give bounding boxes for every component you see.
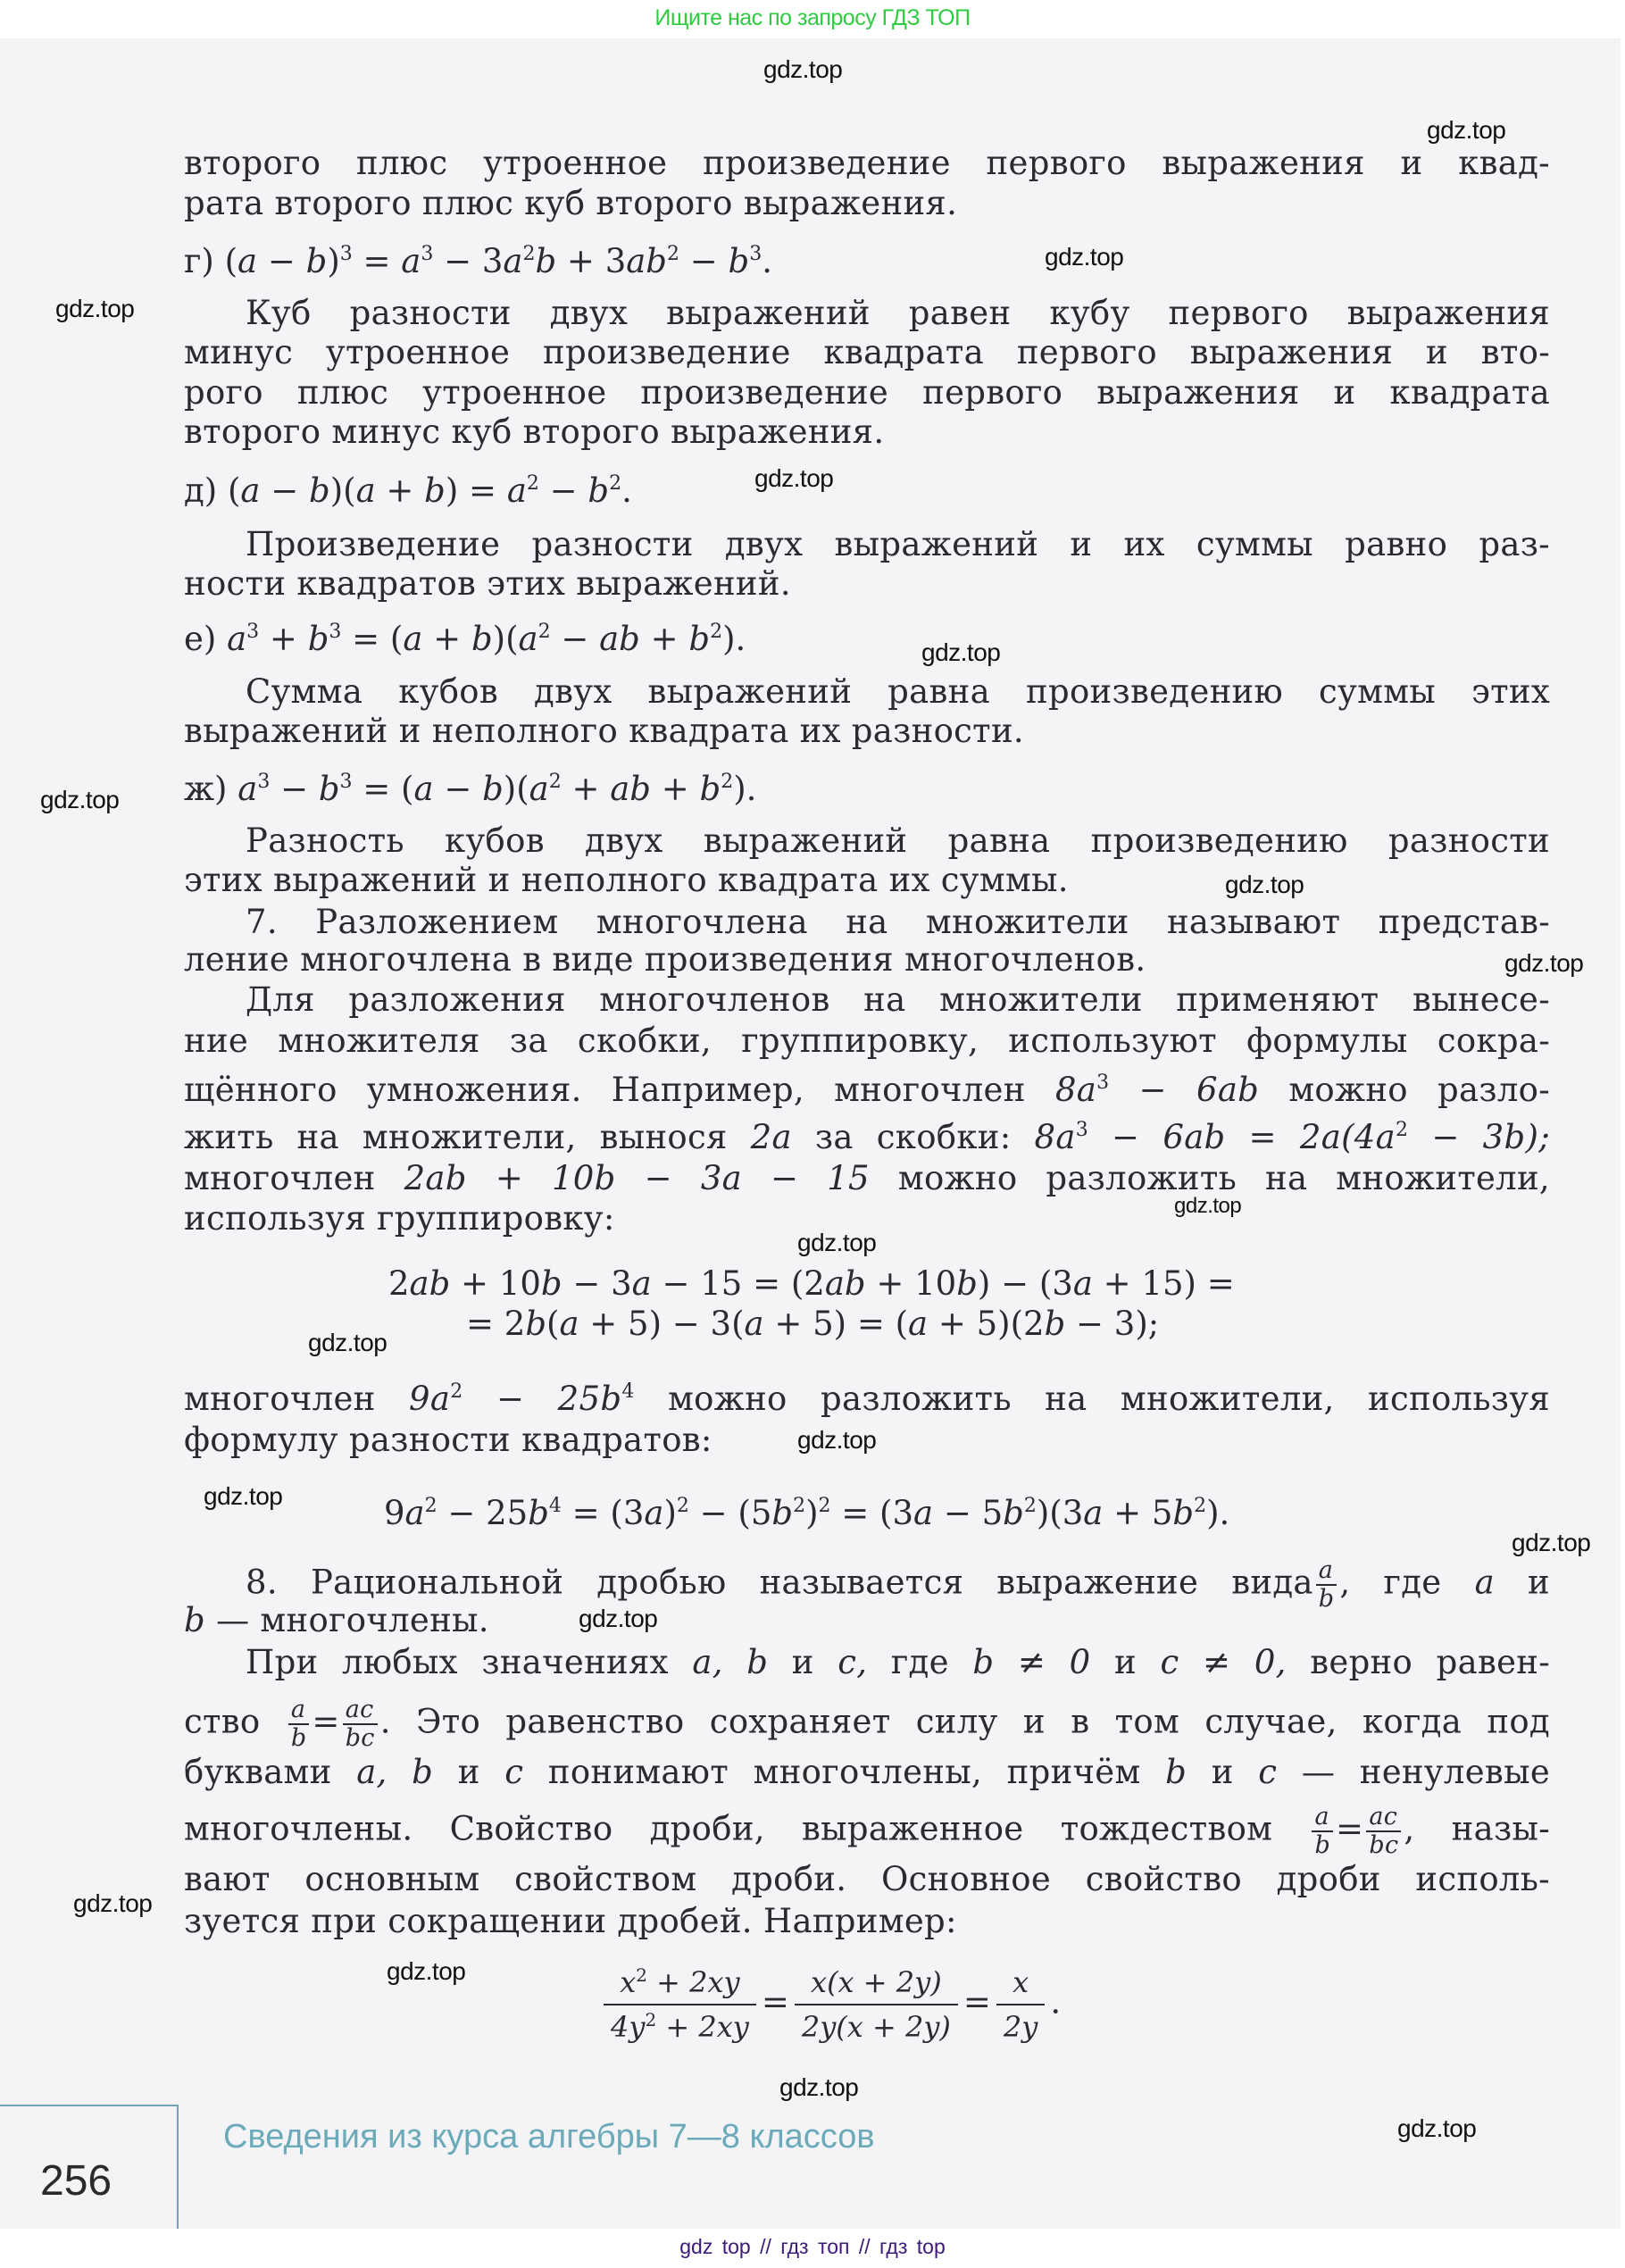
formula-grouping-1: 2ab + 10b − 3a − 15 = (2ab + 10b) − (3a + 15) =: [388, 1264, 1235, 1303]
text-line: минус утроенное произведение квадрата первого выражения и вто-: [184, 333, 1550, 371]
watermark: gdz.top: [387, 1957, 466, 1985]
bottom-banner[interactable]: gdz top // гдз топ // гдз top: [0, 2229, 1625, 2268]
text-line: ление многочлена в виде произведения многочленов.: [184, 940, 1146, 979]
text-line: При любых значениях a, b и c, где b ≠ 0 и c ≠ 0, верно равен-: [246, 1643, 1551, 1681]
watermark: gdz.top: [40, 786, 120, 813]
text-line: рата второго плюс куб второго выражения.: [184, 184, 958, 222]
watermark: gdz.top: [754, 464, 834, 492]
item-label: д): [184, 471, 218, 510]
text-line: Сумма кубов двух выражений равна произведению суммы этих: [246, 672, 1550, 711]
watermark: gdz.top: [797, 1426, 877, 1454]
text-line: формулу разности квадратов:: [184, 1421, 712, 1459]
text-line: Для разложения многочленов на множители применяют вынесе-: [246, 980, 1550, 1019]
formula-d: д) $(a - b)(a + b) = a^2 - b^2$.: [184, 471, 632, 510]
formula-diff-squares: $9a^2 - 25b^4 = (3a)^2 - (5b^2)^2 = (3a - 5b^2)(3a + 5b^2)$.: [384, 1494, 1230, 1532]
text-line: многочлены. Свойство дроби, выраженное тождеством $\frac{a}{b}$ = $\frac{ac}{bc}$ , назы-: [184, 1803, 1550, 1859]
watermark: gdz.top: [921, 638, 1001, 666]
text-line: Разность кубов двух выражений равна произведению разности: [246, 821, 1550, 860]
watermark: gdz.top: [763, 55, 843, 83]
watermark: gdz.top: [204, 1482, 283, 1510]
formula-e: е) $a^3 + b^3 = (a + b)(a^2$ − ab + $b^2$).: [184, 620, 746, 658]
watermark: gdz.top: [1225, 871, 1304, 898]
text-line: ние множителя за скобки, группировку, используют формулы сокра-: [184, 1021, 1550, 1060]
text-line: зуется при сокращении дробей. Например:: [184, 1902, 957, 1940]
text-line: рого плюс утроенное произведение первого выражения и квадрата: [184, 373, 1550, 412]
formula-grouping-2: = 2b(a + 5) − 3(a + 5) = (a + 5)(2b − 3);: [466, 1305, 1160, 1343]
watermark: gdz.top: [1427, 116, 1506, 144]
running-title: Сведения из курса алгебры 7—8 классов: [223, 2118, 875, 2155]
text-line: выражений и неполного квадрата их разности.: [184, 712, 1024, 750]
text-line: многочлен $9a^2 - 25b^4$ можно разложить на множители, используя: [184, 1380, 1550, 1418]
watermark: gdz.top: [779, 2073, 859, 2101]
text-line: этих выражений и неполного квадрата их суммы.: [184, 861, 1069, 899]
text-line: многочлен 2ab + 10b − 3a − 15 можно разложить на множители,: [184, 1159, 1550, 1197]
formula-zh: ж) $a^3 - b^3 = (a - b)(a^2$ + ab + $b^2$).: [184, 770, 757, 808]
formula-g: г) $(a - b)^3 = a^3 - 3a^2b + 3ab^2 - b^3$.: [184, 242, 772, 280]
text-line: используя группировку:: [184, 1199, 615, 1238]
section-8-heading: 8. Рациональной дробью называется выражение вида $\frac{a}{b}$ , где a и: [246, 1556, 1551, 1613]
text-line: второго плюс утроенное произведение первого выражения и квад-: [184, 144, 1550, 182]
watermark: gdz.top: [797, 1229, 877, 1256]
page-number: 256: [40, 2157, 112, 2205]
watermark: gdz.top: [1397, 2114, 1477, 2142]
text-line: ство $\frac{a}{b}$ = $\frac{ac}{bc}$ . Это равенство сохраняет силу и в том случае, когда под: [184, 1696, 1550, 1752]
text-line: буквами a, b и c понимают многочлены, причём b и c — ненулевые: [184, 1753, 1551, 1791]
text-line: Куб разности двух выражений равен кубу первого выражения: [246, 294, 1550, 332]
watermark: gdz.top: [1504, 949, 1584, 977]
watermark: gdz.top: [55, 295, 135, 322]
item-label: е): [184, 620, 217, 658]
text-line: второго минус куб второго выражения.: [184, 413, 885, 451]
watermark: gdz.top: [1045, 243, 1124, 271]
text-line: ности квадратов этих выражений.: [184, 564, 791, 603]
section-7-heading: 7. Разложением многочлена на множители называют представ-: [246, 903, 1550, 941]
item-label: г): [184, 242, 214, 280]
formula-fraction-reduction: $\frac{x^2 + 2xy}{4y^2 + 2xy}$ = $\frac{x(x + 2y)}{2y(x + 2y)}$ = $\frac{x}{2y}$ .: [598, 1964, 1061, 2045]
text-line: b — многочлены.: [184, 1601, 489, 1639]
text-line: вают основным свойством дроби. Основное свойство дроби исполь-: [184, 1860, 1550, 1898]
watermark: gdz.top: [1512, 1529, 1591, 1556]
watermark: gdz.top: [73, 1889, 153, 1917]
text-line: щённого умножения. Например, многочлен $8a^3 - 6ab$ можно разло-: [184, 1071, 1551, 1109]
watermark: gdz.top: [1174, 1194, 1242, 1218]
item-label: ж): [184, 770, 228, 808]
text-line: жить на множители, вынося 2a за скобки: $8a^3 - 6ab = 2a(4a^2 - 3b)$;: [184, 1118, 1550, 1156]
watermark: gdz.top: [579, 1605, 658, 1632]
watermark: gdz.top: [308, 1329, 388, 1356]
top-banner[interactable]: Ищите нас по запросу ГДЗ ТОП: [0, 0, 1625, 38]
text-line: Произведение разности двух выражений и их суммы равно раз-: [246, 525, 1550, 563]
